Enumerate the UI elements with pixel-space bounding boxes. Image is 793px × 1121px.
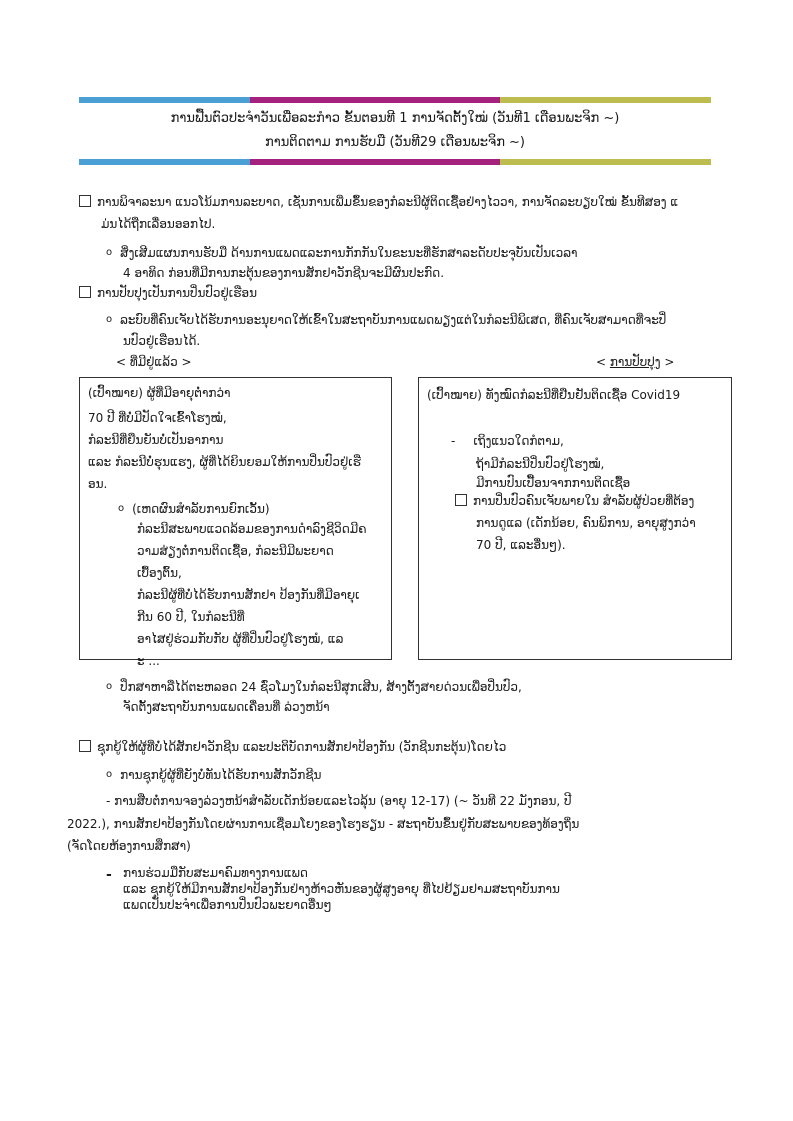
box-left-line1: (ເປົ້າໝາຍ) ຜູ້ທີ່ມີອາຍຸຕ່ຳກວ່າ <box>88 386 231 400</box>
section3-dash-symbol: - <box>106 867 112 883</box>
bullet-circle-icon: o <box>118 503 125 514</box>
box-right-line1: (ເປົ້າໝາຍ) ທັງໝົດກໍລະນີທີ່ຢືນຢັນຕິດເຊື້ອ Covid19 <box>427 388 681 402</box>
section2-heading-text: ການປັບປຸງເປັນການປິ່ນປົວຢູ່ເຮືອນ <box>97 286 257 300</box>
section1-line2: ມ່ນໄດ້ຖືກເລື່ອນອອກໄປ. <box>101 217 216 231</box>
section1-line1: ການພິຈາລະນາ ແນວໂນ້ມການລະບາດ, ເຊັ່ນການເພີ່ມຂຶ້ນຂອງກໍລະນີຜູ້ຕິດເຊື້ອຢ່າງໄວວາ, ການຈັດລະບຽບໃໝ່ ຂັ້ນທີສອງ ແ <box>97 195 679 209</box>
section3-dash-line2: ແລະ ຊຸກຍູ້ໃຫ້ມີການສັກຢາປ້ອງກັນຢ່າງຫ້າວຫັນຂອງຜູ້ສູງອາຍຸ ທີ່ໄປຢ້ຽມຢາມສະຖາບັນການ <box>123 882 560 896</box>
box-left-line4: ແລະ ກໍລະນີບໍ່ຮຸນແຮງ, ຜູ້ທີ່ໄດ້ຍິນຍອມໃຫ້ການປິ່ນປົວຢູ່ເຮື <box>88 455 361 469</box>
box-left-sub5: ກໍລະນີຜູ້ທີ່ບໍ່ໄດ້ຮັບການສັກຢາ ປ້ອງກັນທີ່ມີອາຍຸເ <box>137 588 360 602</box>
box-right-d6: 70 ປີ, ແລະອື່ນໆ). <box>476 538 566 552</box>
dash-icon: - <box>451 434 456 448</box>
box-left-line5: ອນ. <box>88 477 108 491</box>
section3-heading <box>79 737 506 758</box>
header-title-line2: ການຕິດຕາມ ການຮັບມື (ວັນທີ29 ເດືອນພະຈິກ ~) <box>264 135 526 150</box>
section3-sub1-text: ການຊຸກຍູ້ຜູ້ທີ່ຍັງບໍ່ທັນໄດ້ຮັບການສັກວັກຊີນ <box>120 768 322 782</box>
label-improvement-open: < <box>596 355 610 369</box>
bullet-circle-icon: o <box>106 247 113 258</box>
box-left-line2: 70 ປີ ທີ່ບໍ່ມີປັດໃຈເຂົ້າໂຮງໝໍ, <box>88 411 227 425</box>
header-title-line1: ການຟື້ນຕົວປະຈຳວັນເພື່ອລະກຳວ ຂັ້ນຕອນທີ 1 ການຈັດຕັ້ງໃໝ່ (ວັນທີ1 ເດືອນພະຈິກ ~) <box>170 111 620 126</box>
band-blue-segment <box>79 97 250 103</box>
header-top-band <box>79 97 711 103</box>
box-right-d4: ການປິ່ນປົວຄົນເຈັບພາຍໃນ ສຳລັບຜູ້ປ່ວຍທີ່ຕ້ອງ <box>473 494 695 508</box>
bullet-circle-icon: o <box>106 769 113 780</box>
band-olive-segment <box>500 159 711 165</box>
section1-sub1 <box>106 242 577 264</box>
band-purple-segment <box>250 159 500 165</box>
box-right-d2: ຖ້າມີກໍລະນີປິ່ນປົວຢູ່ໂຮງໝໍ, <box>476 457 605 471</box>
section3-para-line3: (ຈັດໂດຍຫ້ອງການສຶກສາ) <box>67 839 191 853</box>
section1-heading <box>79 192 678 213</box>
section2-sub1-line2: ນປົວຢູ່ເຮືອນໄດ້. <box>123 334 201 348</box>
section3-heading-text: ຊຸກຍູ້ໃຫ້ຜູ້ທີ່ບໍ່ໄດ້ສັກຢາວັກຊີນ ແລະປະຕິບັດການສັກຢາປ້ອງກັນ (ວັກຊີນກະຕຸ້ນ)ໂດຍໄວ <box>97 740 507 754</box>
section3-dash-line1: ການຮ່ວມມືກັບສະມາຄົມທາງການແພດ <box>123 866 308 880</box>
section1-sub1-line1: ສິ່ງເສີມແຜນການຮັບມື ດ້ານການແພດແລະການກັກກັນໃນຂະນະທີ່ຮັກສາລະດັບປະຈຸບັນເປັນເວລາ <box>120 246 578 260</box>
existing-system-box <box>79 377 392 668</box>
label-existing: < ທີ່ມີຢູ່ແລ້ວ > <box>116 355 192 369</box>
section2-sub1-line1: ລະບົບທີ່ຄົນເຈັບໄດ້ຮັບການອະນຸຍາດໃຫ້ເຂົ້າໃນສະຖາບັນການແພດພຽງແຕ່ໃນກໍລະນີພິເສດ, ທີ່ຄົນເຈັບສາມາດທີ່ຈະປິ່ <box>120 313 667 327</box>
box-left-line3: ກໍລະນີທີ່ຍືນຍັນບໍ່ເປັນອາການ <box>88 433 224 447</box>
checkbox-icon <box>79 195 91 207</box>
section3-para-line2: 2022.), ການສັກຢາປ້ອງກັນໂດຍຜ່ານການເຊື່ອມໂຍງຂອງໂຮງຮຽນ - ສະຖາບັນຂຶ້ນຢູ່ກັບສະພາບຂອງທ້ອງຖິ່ນ <box>67 817 580 831</box>
section2-sub2 <box>106 676 522 698</box>
box-right-dash <box>451 431 564 452</box>
box-left-sub3: ວາມສ່ຽງຕໍ່ການຕິດເຊື້ອ, ກໍລະນີມີພະຍາດ <box>137 544 334 558</box>
section2-sub2-line2: ຈັດຕັ້ງສະຖາບັນການແພດເຄື່ອນທີ່ ລ່ວງຫນ້າ <box>123 700 330 714</box>
box-left-sub7: ອາໄສຢູ່ຮ່ວມກັບກັບ ຜູ້ທີ່ປິ່ນປົວຢູ່ໂຮງໝໍ, ແລ <box>137 632 344 646</box>
section2-sub1 <box>106 309 666 331</box>
section3-para-line1: - ການສືບຕໍ່ການຈອງລ່ວງຫນ້າສຳລັບເດັກນ້ອຍແລະໄວລຸ້ນ (ອາຍຸ 12-17) (~ ວັນທີ 22 ມັງກອນ, ປີ <box>106 794 572 808</box>
label-improvement <box>596 352 674 373</box>
checkbox-icon <box>79 740 91 752</box>
label-improvement-close: > <box>660 355 675 369</box>
section3-sub1 <box>106 764 321 786</box>
box-left-sub8: ະ ... <box>137 654 160 668</box>
section1-sub1-line2: 4 ອາທິດ ກ່ອນທີ່ມີການກະຕຸ້ນຂອງການສັກຢາວັກຊີນຈະມີຜົນປະກົດ. <box>123 266 445 280</box>
box-right-check <box>455 491 694 512</box>
bullet-circle-icon: o <box>106 314 113 325</box>
section3-dash-line3: ແພດເປັນປະຈຳເພື່ອການປິ່ນປົວພະຍາດອື່ນໆ <box>123 898 332 912</box>
box-left-sub6: ກີນ 60 ປີ, ໃນກໍລະນີທີ່ <box>137 610 245 624</box>
box-left-sub <box>118 498 270 520</box>
band-purple-segment <box>250 97 500 103</box>
box-left-sub1: (ເຫດຜົນສຳລັບການຍົກເວັ້ນ) <box>132 502 270 516</box>
box-left-sub4: ເບື້ອງຕົ້ນ, <box>137 566 182 580</box>
checkbox-icon <box>79 286 91 298</box>
band-blue-segment <box>79 159 250 165</box>
section2-heading <box>79 283 257 304</box>
box-right-d5: ການດູແລ (ເດັກນ້ອຍ, ຄົນພິການ, ອາຍຸສູງກວ່າ <box>476 516 696 530</box>
improvement-box <box>418 377 732 660</box>
section2-sub2-line1: ປຶກສາຫາລືໄດ້ຕະຫລອດ 24 ຊົ່ວໂມງໃນກໍລະນີສຸກເສີນ, ສ້າງຕັ້ງສາຍດ່ວນເພື່ອປິ່ນປົວ, <box>120 680 522 694</box>
header-bottom-band <box>79 159 711 165</box>
box-left-sub2: ກໍລະນີສະພາບແວດລ້ອມຂອງການດຳລົງຊີວິດມີຄ <box>137 522 367 536</box>
label-improvement-text: ການປັບປຸງ <box>609 355 661 369</box>
box-right-d1: ເຖິງແນວໃດກໍຕາມ, <box>473 434 564 448</box>
bullet-circle-icon: o <box>106 681 113 692</box>
checkbox-icon <box>455 494 467 506</box>
band-olive-segment <box>500 97 711 103</box>
box-right-d3: ມີການປົນເປື້ອນຈາກການຕິດເຊື້ອ <box>476 476 631 490</box>
